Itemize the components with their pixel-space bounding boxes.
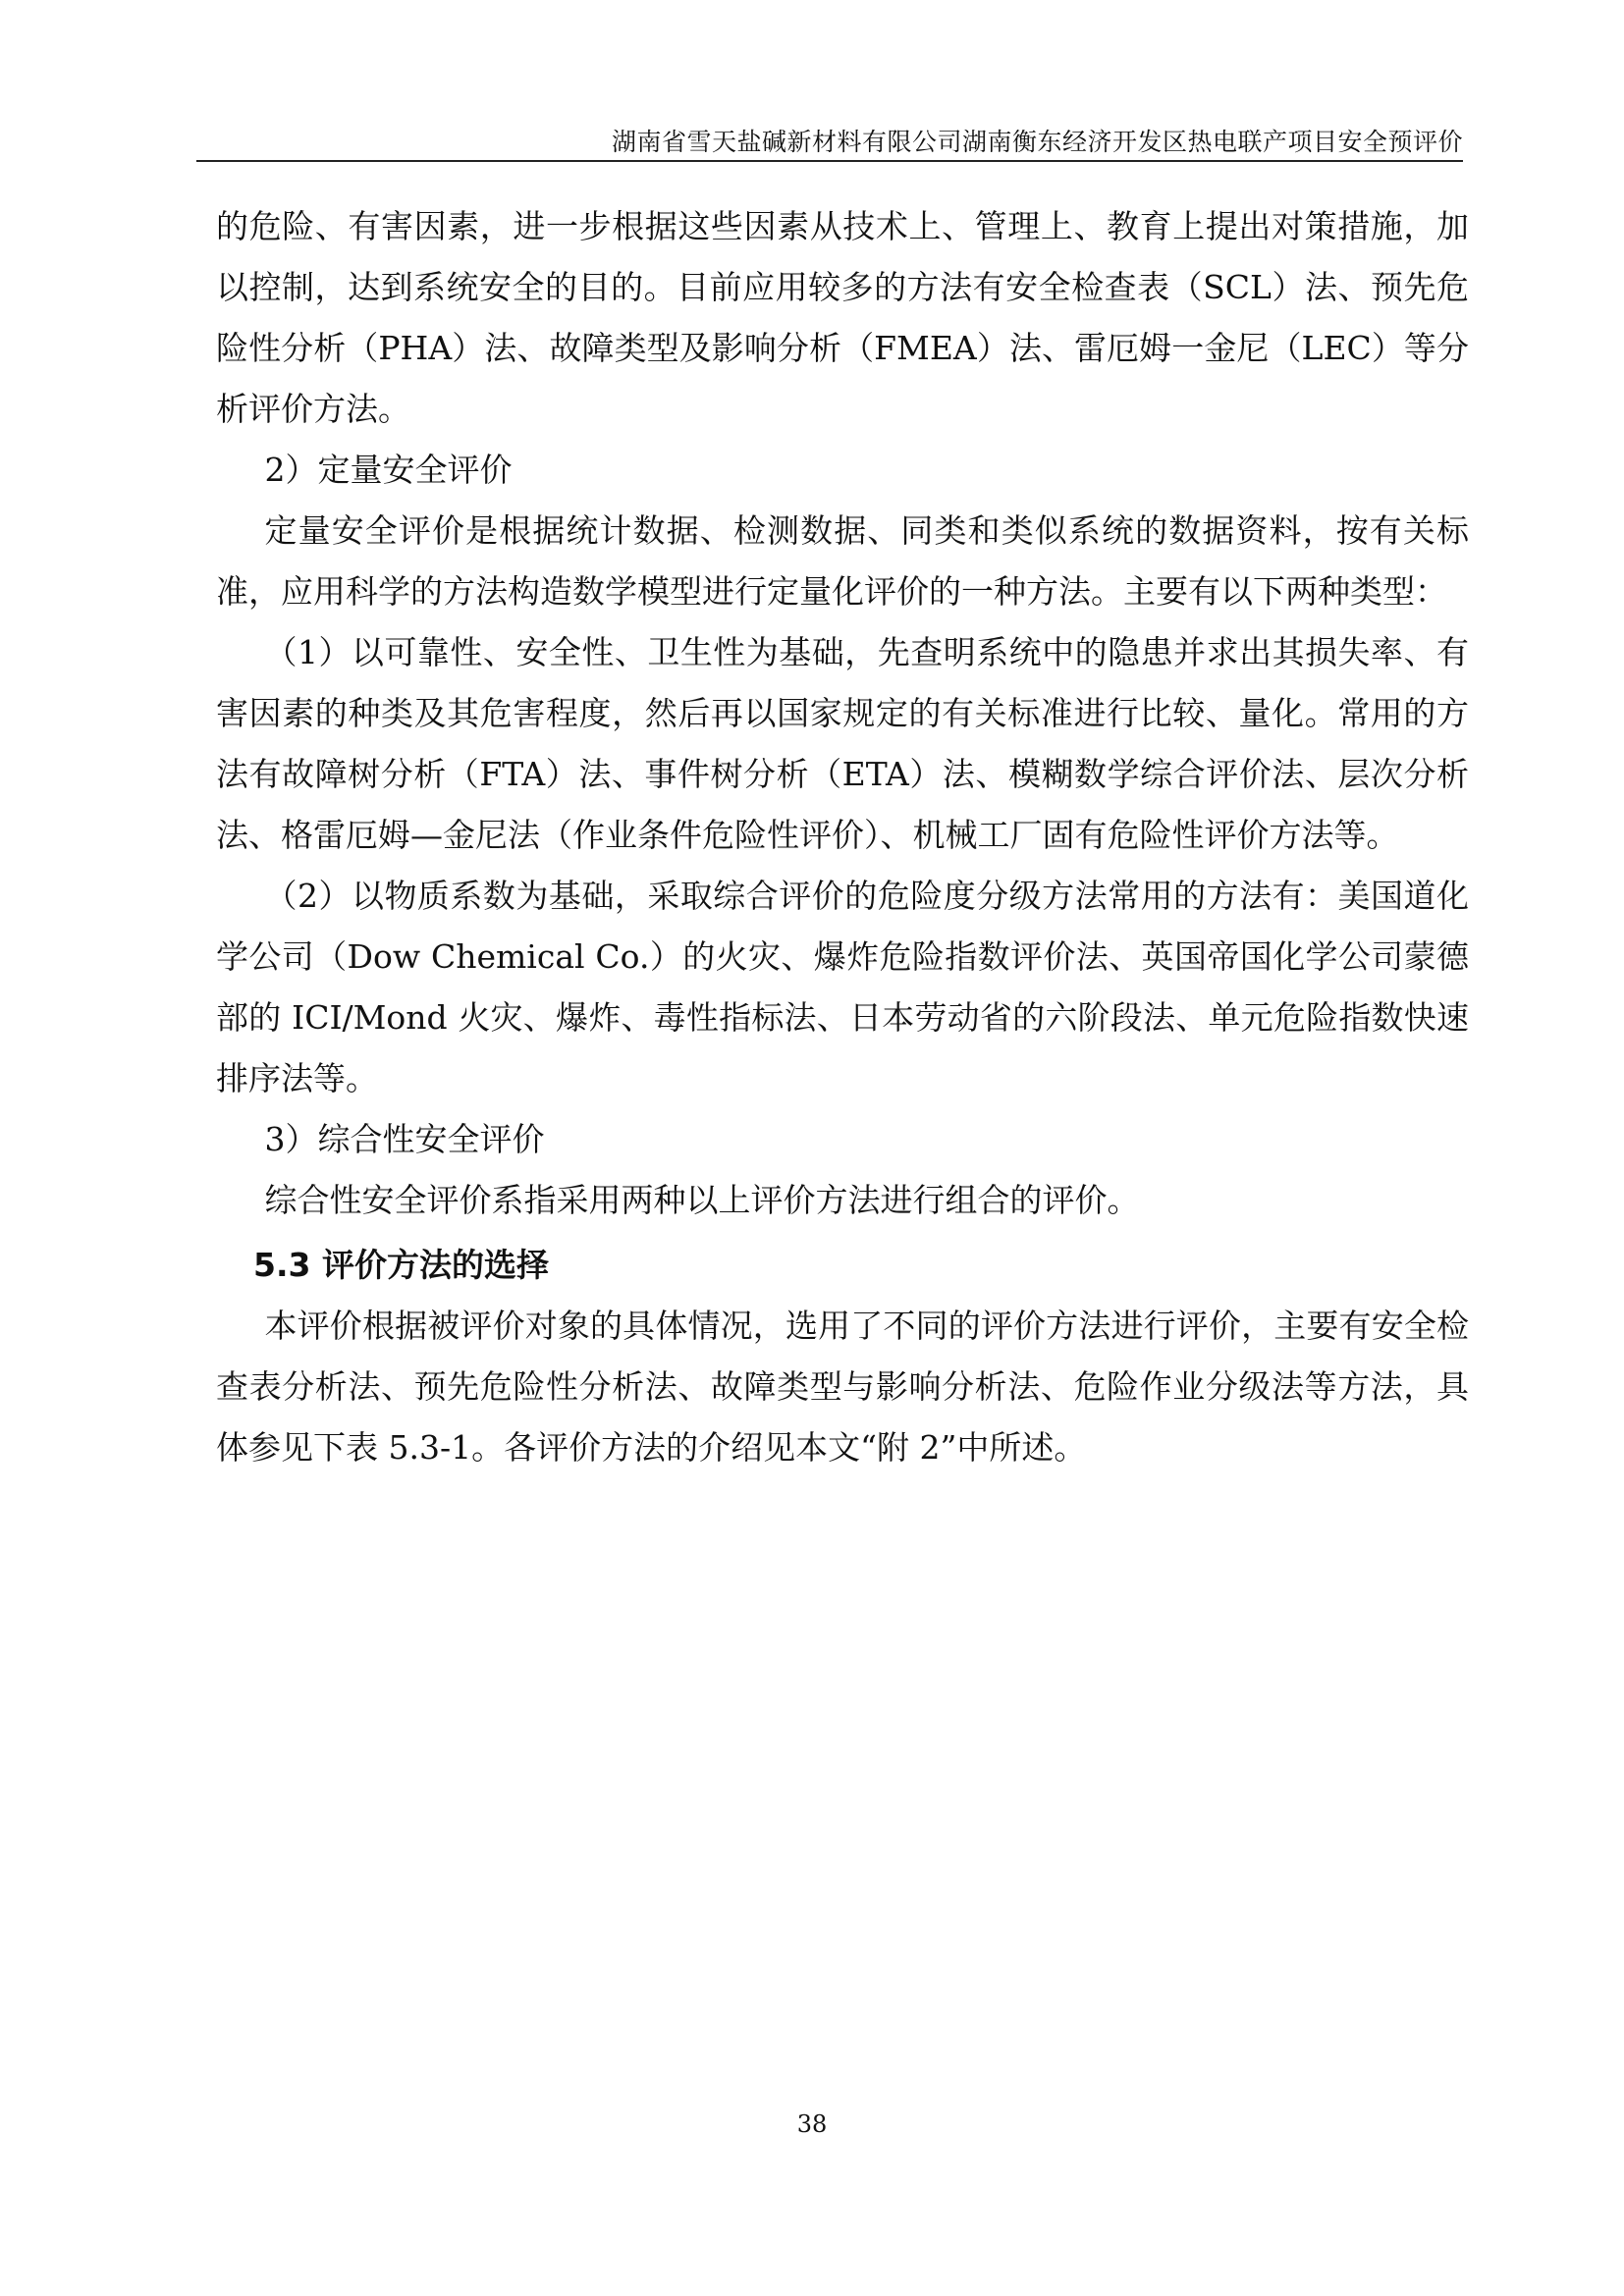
subheading-comprehensive-evaluation: 3）综合性安全评价: [264, 1120, 545, 1158]
page-body: [216, 196, 1469, 1478]
subheading-quantitative-evaluation: 2）定量安全评价: [264, 451, 513, 489]
body-paragraph-continued: 的危险、有害因素，进一步根据这些因素从技术上、管理上、教育上提出对策措施，加以控制，达到系统安全的目的。目前应用较多的方法有安全检查表（SCL）法、预先危险性分析（PHA）法、故障类型及影响分析（FMEA）法、雷厄姆一金尼（LEC）等分析评价方法。: [216, 207, 1469, 428]
body-paragraph-type-1: （1）以可靠性、安全性、卫生性为基础，先查明系统中的隐患并求出其损失率、有害因素的种类及其危害程度，然后再以国家规定的有关标准进行比较、量化。常用的方法有故障树分析（FTA）法、事件树分析（ETA）法、模糊数学综合评价法、层次分析法、格雷厄姆—金尼法（作业条件危险性评价）、机械工厂固有危险性评价方法等。: [216, 633, 1469, 854]
running-header: 湖南省雪天盐碱新材料有限公司湖南衡东经济开发区热电联产项目安全预评价: [611, 128, 1463, 156]
body-paragraph-comprehensive: 综合性安全评价系指采用两种以上评价方法进行组合的评价。: [264, 1181, 1140, 1219]
header-divider: [196, 160, 1463, 162]
body-paragraph-type-2: （2）以物质系数为基础，采取综合评价的危险度分级方法常用的方法有：美国道化学公司（Dow Chemical Co.）的火灾、爆炸危险指数评价法、英国帝国化学公司蒙德部的 ICI/Mond 火灾、爆炸、毒性指标法、日本劳动省的六阶段法、单元危险指数快速排序法等。: [216, 877, 1469, 1097]
body-paragraph-method-selection: 本评价根据被评价对象的具体情况，选用了不同的评价方法进行评价，主要有安全检查表分析法、预先危险性分析法、故障类型与影响分析法、危险作业分级法等方法，具体参见下表 5.3-1。各评价方法的介绍见本文“附 2”中所述。: [216, 1307, 1469, 1467]
section-heading-5-3: 5.3 评价方法的选择: [253, 1246, 549, 1284]
body-paragraph-quantitative: 定量安全评价是根据统计数据、检测数据、同类和类似系统的数据资料，按有关标准，应用科学的方法构造数学模型进行定量化评价的一种方法。主要有以下两种类型：: [216, 511, 1469, 611]
page-number: 38: [796, 2110, 828, 2138]
